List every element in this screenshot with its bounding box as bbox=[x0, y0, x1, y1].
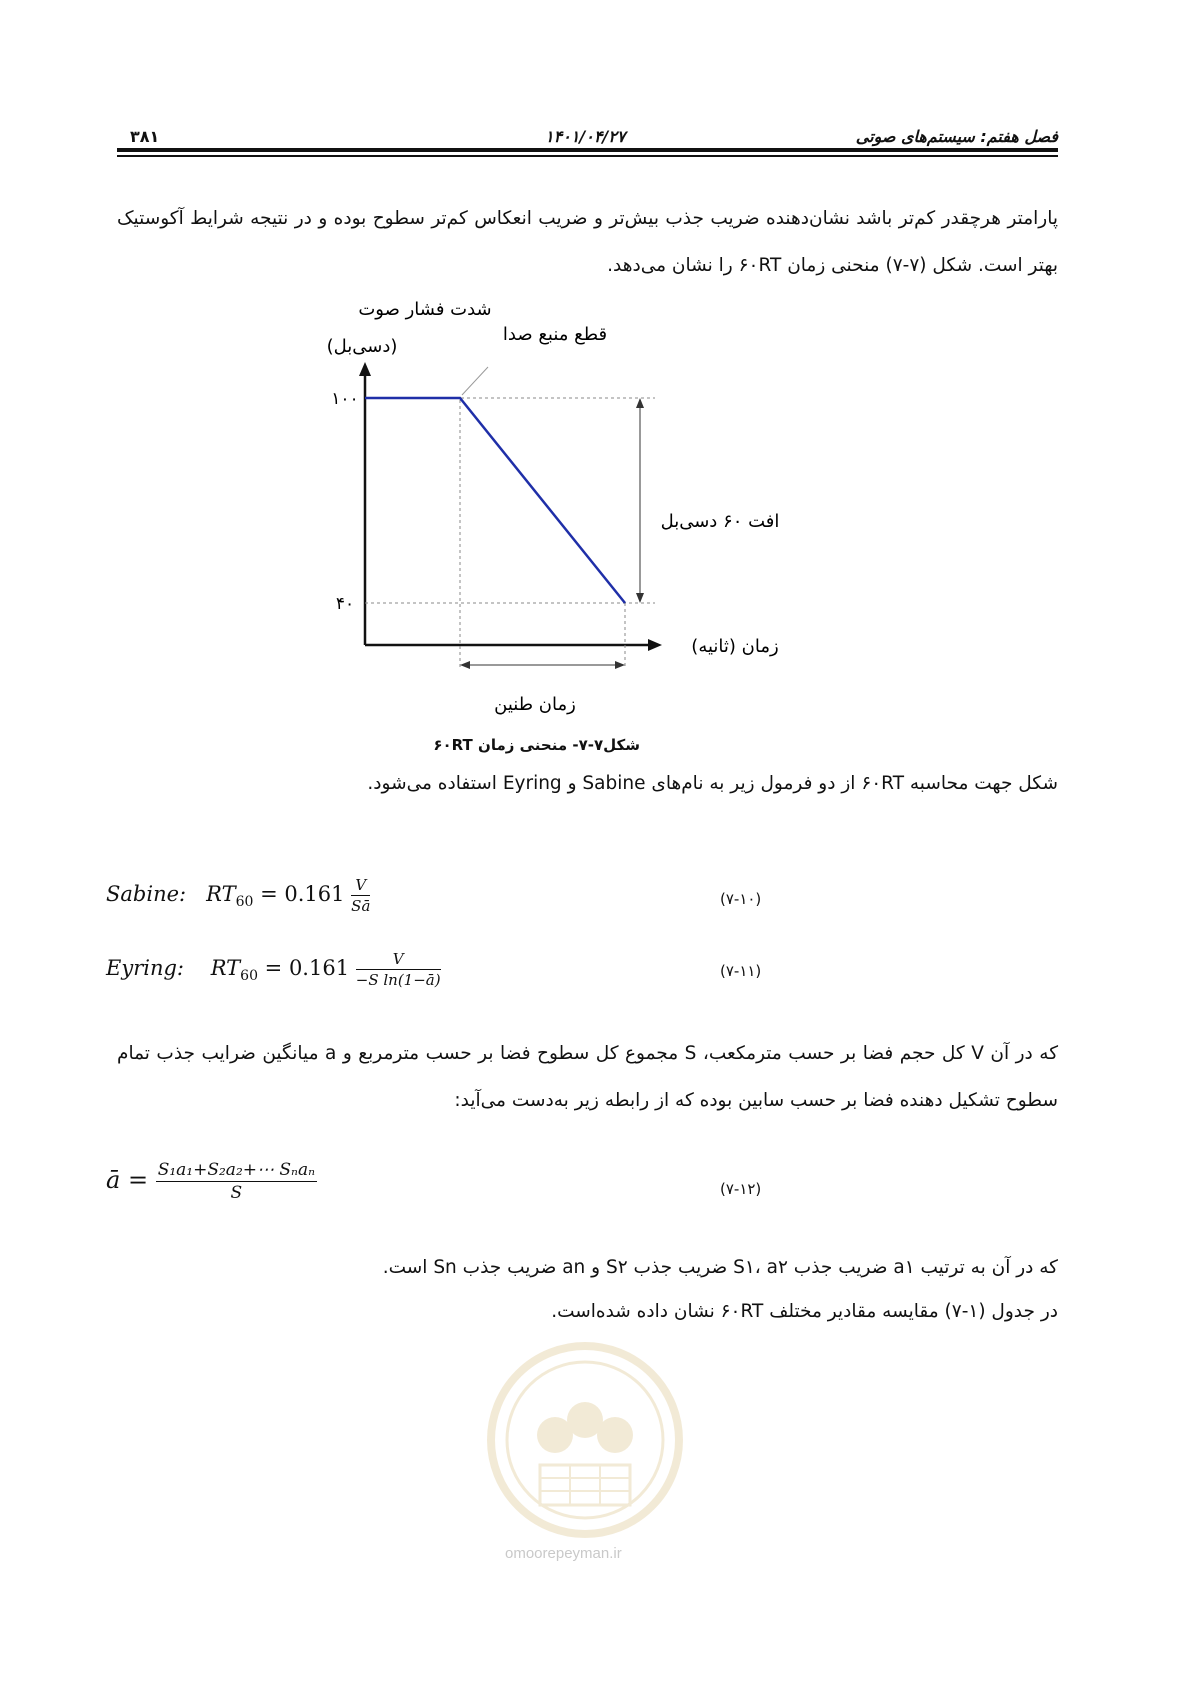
eyring-equation-number: (۷-۱۱) bbox=[720, 962, 762, 980]
eyring-fraction bbox=[356, 950, 441, 989]
watermark-seal bbox=[485, 1340, 685, 1540]
abar-denominator: S bbox=[230, 1183, 243, 1203]
abar-numerator: S₁a₁+S₂a₂+⋯ Sₙaₙ bbox=[157, 1160, 315, 1180]
sabine-label: Sabine: bbox=[106, 882, 187, 906]
abar-fraction bbox=[156, 1160, 317, 1203]
y-axis-label-line1: شدت فشار صوت bbox=[358, 299, 492, 320]
watermark-text: omoorepeyman.ir bbox=[505, 1545, 622, 1562]
reverb-arrow-right bbox=[615, 661, 625, 669]
paragraph-formulas-intro: شکل جهت محاسبه ۶۰RT از دو فرمول زیر به نام‌های Sabine و Eyring استفاده می‌شود. bbox=[367, 773, 1058, 794]
sabine-lhs: RT bbox=[206, 882, 236, 906]
sabine-numerator: V bbox=[351, 876, 370, 896]
header-rule-thin bbox=[117, 155, 1058, 157]
rt60-decay-chart bbox=[290, 290, 810, 730]
header-date: ۱۴۰۱/۰۴/۲۷ bbox=[545, 127, 626, 146]
y-axis-arrowhead bbox=[359, 362, 371, 376]
abar-equation-number: (۷-۱۲) bbox=[720, 1180, 762, 1198]
eyring-lhs: RT bbox=[210, 956, 241, 980]
paragraph-coefficients: که در آن به ترتیب a۱ ضریب جذب S۱، a۲ ضریب جذب S۲ و an ضریب جذب Sn است. bbox=[382, 1257, 1058, 1278]
y-tick-40: ۴۰ bbox=[335, 594, 355, 614]
reverb-arrow-left bbox=[460, 661, 470, 669]
sabine-equation-number: (۷-۱۰) bbox=[720, 890, 762, 908]
y-axis-label-line2: (دسی‌بل) bbox=[326, 336, 398, 357]
eyring-equation bbox=[106, 950, 441, 989]
eyring-label: Eyring: bbox=[106, 956, 184, 980]
sabine-sub: 60 bbox=[235, 894, 254, 911]
x-axis-arrowhead bbox=[648, 639, 662, 651]
paragraph-table-ref: در جدول (۱-۷) مقایسه مقادیر مختلف ۶۰RT نشان داده شده‌است. bbox=[551, 1301, 1058, 1322]
eyring-numerator: V bbox=[356, 950, 441, 970]
sabine-eq: = 0.161 bbox=[260, 882, 345, 906]
eyring-eq: = 0.161 bbox=[264, 956, 350, 980]
drop-label: افت ۶۰ دسی‌بل bbox=[660, 511, 780, 532]
drop-arrow-bottom bbox=[636, 593, 644, 603]
paragraph-intro: پارامتر هرچقدر کم‌تر باشد نشان‌دهنده ضریب جذب بیش‌تر و ضریب انعکاس کم‌تر سطوح بوده و در نتیجه شرایط آکوستیک بهتر است. شکل (۷-۷) منحنی زمان ۶۰RT را نشان می‌دهد. bbox=[117, 208, 1058, 276]
page-number: ۳۸۱ bbox=[130, 127, 160, 146]
header-rule-thick bbox=[117, 148, 1058, 152]
drop-arrow-top bbox=[636, 398, 644, 408]
x-axis-label: زمان (ثانیه) bbox=[691, 636, 779, 657]
abar-equation bbox=[106, 1160, 317, 1203]
eyring-denominator: −S ln(1−ā) bbox=[355, 971, 441, 989]
abar-lhs: ā = bbox=[106, 1166, 149, 1194]
y-tick-100: ۱۰۰ bbox=[331, 389, 359, 409]
chapter-title: فصل هفتم: سیستم‌های صوتی bbox=[855, 127, 1058, 146]
reverb-time-label: زمان طنین bbox=[494, 694, 576, 715]
sabine-equation bbox=[106, 876, 370, 915]
sabine-denominator: Sā bbox=[351, 897, 371, 915]
source-cut-pointer bbox=[462, 367, 488, 395]
figure-caption: شکل۷-۷- منحنی زمان ۶۰RT bbox=[433, 736, 640, 754]
sabine-fraction bbox=[351, 876, 370, 915]
source-cut-label: قطع منبع صدا bbox=[502, 324, 608, 345]
eyring-sub: 60 bbox=[240, 968, 258, 985]
decay-curve bbox=[365, 398, 625, 603]
paragraph-definitions: که در آن V کل حجم فضا بر حسب مترمکعب، S مجموع کل سطوح فضا بر حسب مترمربع و a میانگین ضرایب جذب تمام سطوح تشکیل دهنده فضا بر حسب سابین بوده که از رابطه زیر به‌دست می‌آید: bbox=[117, 1043, 1059, 1111]
